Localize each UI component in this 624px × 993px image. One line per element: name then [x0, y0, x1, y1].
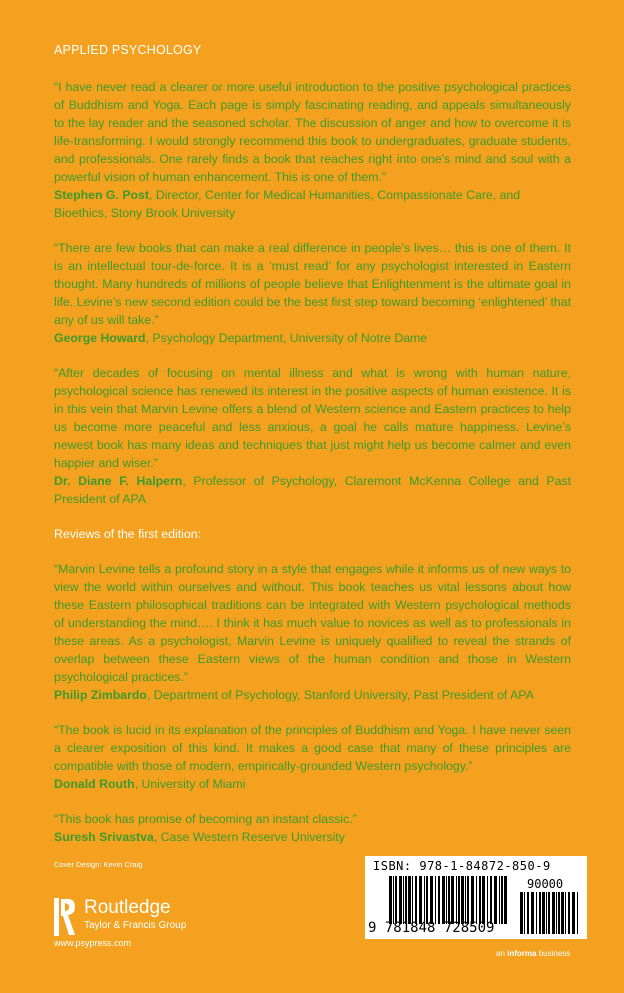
- barcode-bar: [448, 876, 450, 924]
- review: [54, 364, 571, 508]
- publisher-group: Taylor & Francis Group: [84, 920, 187, 931]
- barcode-bar: [395, 876, 397, 924]
- barcode-bar: [471, 876, 474, 924]
- isbn-barcode: [365, 856, 587, 939]
- barcode-bar: [504, 876, 507, 924]
- review-quote: “The book is lucid in its explanation of the principles of Buddhism and Yoga. I have never seen a clearer exposition of this kind. It makes a good case that many of these principles are compatible with those of modern, empirically-grounded Western psychology.”: [54, 723, 571, 773]
- review: [54, 810, 571, 846]
- first-edition-heading: Reviews of the first edition:: [54, 527, 201, 541]
- barcode-bar: [539, 892, 541, 934]
- barcode-bar: [461, 876, 464, 924]
- review: [54, 239, 571, 347]
- reviewer-name: Donald Routh: [54, 777, 135, 791]
- barcode-bar: [501, 876, 503, 924]
- publisher-logo: [54, 898, 186, 936]
- barcode-bar: [572, 892, 575, 934]
- reviewer-affiliation: , Director, Center for Medical Humanities, Compassionate Care, and Bioethics, Stony Brook University: [54, 188, 521, 220]
- review-quote: “Marvin Levine tells a profound story in a style that engages while it informs us of new ways to view the world within ourselves and without. This book teaches us vital lessons about how these Eastern philosophical traditions can be integrated with Western psychological methods of understanding the mind…. I think it has much value to novices as well as to professionals in these areas. As a psychologist, Marvin Levine is uniquely qualified to reveal the strands of overlap between these Eastern views of the human condition and those in Western psychological practices.”: [54, 562, 571, 684]
- routledge-r-icon: [54, 898, 76, 936]
- publisher-name: Routledge: [84, 897, 171, 918]
- reviewer-affiliation: , Department of Psychology, Stanford University, Past President of APA: [146, 688, 534, 702]
- barcode-bar: [565, 892, 566, 934]
- barcode-bar: [458, 876, 460, 924]
- informa-post: business: [536, 949, 571, 958]
- barcode-bar: [568, 892, 570, 934]
- barcode-bar: [561, 892, 564, 934]
- review-attribution: [54, 472, 571, 508]
- barcode-bar: [490, 876, 492, 924]
- reviewer-affiliation: , University of Miami: [134, 777, 246, 791]
- barcode-bar: [536, 892, 537, 934]
- publisher-url: www.psypress.com: [54, 938, 132, 948]
- barcode-bar: [487, 876, 488, 924]
- series-label: APPLIED PSYCHOLOGY: [54, 43, 202, 57]
- review-attribution: [54, 775, 571, 793]
- barcode-bar: [435, 876, 436, 924]
- barcode-bar: [527, 892, 529, 934]
- review-attribution: [54, 686, 571, 704]
- review-attribution: [54, 828, 571, 846]
- review-quote: “I have never read a clearer or more useful introduction to the positive psychological practices of Buddhism and Yoga. Each page is simply fascinating reading, and appeals simultaneously to the lay reader and the seasoned scholar. The discussion of anger and how to overcome it is life-transforming. I would strongly recommend this book to undergraduates, graduate students, and professionals. One rarely finds a book that reaches right into one’s mind and soul with a powerful vision of human enhancement. This is one of them.”: [54, 80, 571, 184]
- barcode-bar: [577, 892, 578, 934]
- ean-digits: 9 781848 728509: [368, 920, 495, 936]
- isbn-text: ISBN: 978-1-84872-850-9: [373, 859, 551, 873]
- barcode-bar: [446, 876, 447, 924]
- review-quote: “This book has promise of becoming an instant classic.”: [54, 812, 357, 826]
- barcode-bar: [393, 876, 394, 924]
- barcode-bar: [476, 876, 477, 924]
- barcode-bar: [542, 892, 545, 934]
- barcode-bar: [438, 876, 440, 924]
- barcode-bar: [405, 876, 407, 924]
- informa-bold: informa: [507, 949, 537, 958]
- barcode-bar: [415, 876, 417, 924]
- barcode-bar: [424, 876, 425, 924]
- barcode-bar: [552, 892, 555, 934]
- reviewer-name: Dr. Diane F. Halpern: [54, 474, 183, 488]
- reviewer-affiliation: , Case Western Reserve University: [153, 830, 345, 844]
- barcode-bar: [442, 876, 445, 924]
- reviews: [54, 78, 571, 863]
- review: [54, 721, 571, 793]
- review-attribution: [54, 329, 571, 347]
- price-code: 90000: [527, 877, 564, 891]
- reviewer-name: Philip Zimbardo: [54, 688, 147, 702]
- informa-tagline: [496, 949, 570, 958]
- barcode-bar: [430, 876, 433, 924]
- barcode-bar: [403, 876, 404, 924]
- review-attribution: [54, 186, 571, 222]
- review: [54, 78, 571, 222]
- barcode-bar: [558, 892, 560, 934]
- informa-pre: an: [496, 949, 508, 958]
- barcode-bar: [451, 876, 454, 924]
- ean-bars: [389, 876, 511, 924]
- review-quote: “After decades of focusing on mental illness and what is wrong with human nature, psychological science has renewed its interest in the positive aspects of human existence. It is in this vein that Marvin Levine offers a blend of Western science and Eastern practices to help us become more peaceful and less anxious, a goal he calls mature happiness. Levine’s newest book has many ideas and techniques that just might help us become calmer and even happier and wiser.”: [54, 366, 571, 470]
- barcode-bar: [548, 892, 550, 934]
- reviewer-affiliation: , Professor of Psychology, Claremont McKenna College and Past President of APA: [54, 474, 571, 506]
- barcode-bar: [399, 876, 402, 924]
- reviewer-name: Stephen G. Post: [54, 188, 149, 202]
- barcode-bar: [412, 876, 413, 924]
- barcode-bar: [482, 876, 485, 924]
- barcode-bar: [426, 876, 428, 924]
- barcode-bar: [520, 892, 523, 934]
- barcode-bar: [494, 876, 497, 924]
- reviewer-name: Suresh Srivastva: [54, 830, 154, 844]
- reviewer-affiliation: , Psychology Department, University of Notre Dame: [145, 331, 428, 345]
- barcode-bar: [419, 876, 422, 924]
- price-bars: [520, 892, 582, 934]
- barcode-bar: [479, 876, 481, 924]
- barcode-bar: [456, 876, 457, 924]
- reviewer-name: George Howard: [54, 331, 146, 345]
- barcode-bar: [546, 892, 547, 934]
- barcode-bar: [499, 876, 500, 924]
- barcode-bar: [467, 876, 469, 924]
- barcode-bar: [531, 892, 534, 934]
- cover-credit: Cover Design: Kevin Craig: [54, 860, 143, 869]
- review-quote: “There are few books that can make a real difference in people’s lives… this is one of them. It is an intellectual tour-de-force. It is a ‘must read’ for any psychologist interested in Eastern thought. Many hundreds of millions of people believe that Enlightenment is the ultimate goal in life. Levine’s new second edition could be the best first step toward becoming ‘enlightened’ that any of us will take.”: [54, 241, 571, 327]
- barcode-bar: [465, 876, 466, 924]
- barcode-bar: [389, 876, 392, 924]
- barcode-bar: [524, 892, 525, 934]
- barcode-bar: [556, 892, 557, 934]
- barcode-bar: [408, 876, 411, 924]
- review: [54, 560, 571, 704]
